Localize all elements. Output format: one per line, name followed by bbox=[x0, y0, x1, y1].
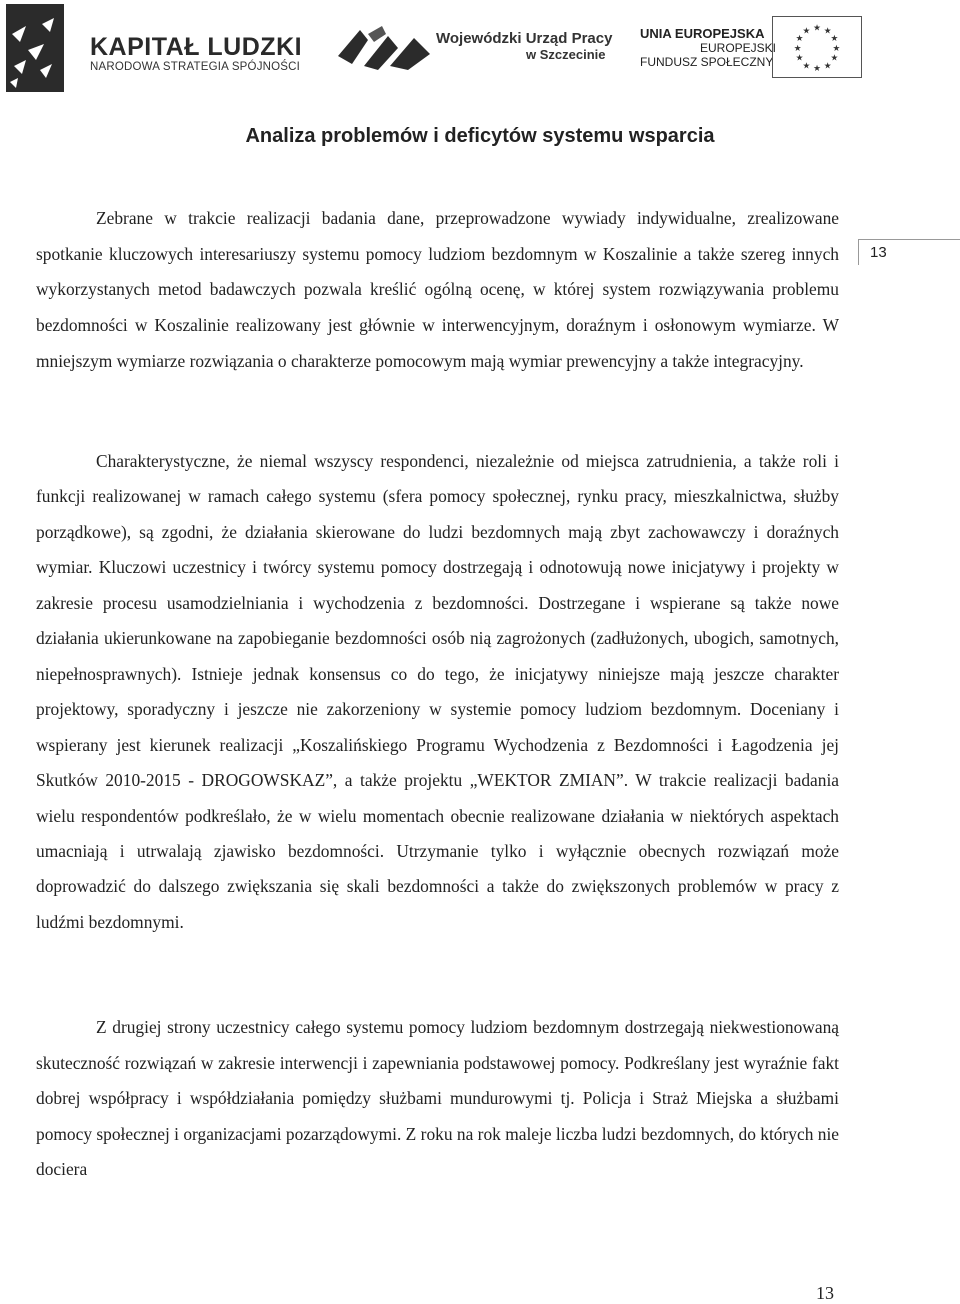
eu-flag-icon bbox=[772, 16, 862, 78]
svg-text:★: ★ bbox=[795, 34, 804, 45]
side-page-number: 13 bbox=[870, 244, 887, 261]
svg-text:★: ★ bbox=[793, 43, 802, 54]
wup-line2: w Szczecinie bbox=[526, 47, 606, 62]
paragraph-2: Charakterystyczne, że niemal wszyscy respondenci, niezależnie od miejsca zatrudnienia, a także roli i funkcji realizowanej w ramach całego systemu (sfera pomocy społecznej, rynku pracy, mieszkalnictwa, służby porządkowe), są zgodni, że działania skierowane do ludzi bezdomnych mają zbyt zachowawczy i doraźnych wymiar. Kluczowi uczestnicy i twórcy systemu pomocy dostrzegają i odnotowują nowe inicjatywy i projekty w zakresie procesu usamodzielniania i wychodzenia z bezdomności. Dostrzegane i wspierane są także nowe działania ukierunkowane na zapobieganie bezdomności osób nią zagrożonych (zadłużonych, ubogich, samotnych, niepełnosprawnych). Istnieje jednak konsensus co do tego, że inicjatywy niniejsze mają jeszcze charakter projektowy, sporadyczny i jeszcze nie zakorzeniony w systemie pomocy ludziom bezdomnym. Doceniany i wspierany jest kierunek realizacji „Koszalińskiego Programu Wychodzenia z Bezdomności i Łagodzenia jej Skutków 2010-2015 - DROGOWSKAZ”, a także projektu „WEKTOR ZMIAN”. W trakcie realizacji badania wielu respondentów podkreślało, że w wielu momentach obecnie realizowane działania w niektórych aspektach umacniają i utrwalają zjawisko bezdomności. Utrzymanie tylko i wyłącznie obecnych rozwiązań może doprowadzić do dalszego zwiększania się skali bezdomności a także do zwiększonych problemów w pracy z ludźmi bezdomnymi. bbox=[36, 451, 839, 932]
side-bar bbox=[858, 239, 859, 265]
side-divider bbox=[858, 239, 960, 240]
wup-logo bbox=[338, 26, 430, 70]
ue-text bbox=[640, 26, 776, 69]
svg-text:★: ★ bbox=[813, 23, 821, 34]
svg-text:★: ★ bbox=[795, 53, 804, 64]
footer-page-number: 13 bbox=[816, 1283, 834, 1303]
svg-text:★: ★ bbox=[830, 34, 839, 45]
kapital-ludzki-text bbox=[90, 34, 302, 73]
kl-title: KAPITAŁ LUDZKI bbox=[90, 33, 303, 61]
svg-text:★: ★ bbox=[830, 53, 839, 64]
svg-text:★: ★ bbox=[832, 43, 841, 54]
document-title: Analiza problemów i deficytów systemu wsparcia bbox=[245, 125, 715, 147]
paragraph-3: Z drugiej strony uczestnicy całego systemu pomocy ludziom bezdomnym dostrzegają niekwestionowaną skuteczność rozwiązań w zakresie interwencji i zapewniania podstawowej pomocy. Podkreślany jest wyraźnie fakt dobrej współpracy i współdziałania pomiędzy służbami mundurowymi tj. Policja i Straż Miejska a służbami pomocy społecznej i organizacjami pozarządowymi. Z roku na rok maleje liczba ludzi bezdomnych, do których nie dociera bbox=[36, 1017, 839, 1179]
ue-line1: UNIA EUROPEJSKA bbox=[640, 26, 765, 41]
svg-text:★: ★ bbox=[823, 61, 832, 72]
kapital-ludzki-logo bbox=[6, 4, 64, 92]
svg-text:★: ★ bbox=[823, 26, 832, 37]
kl-subtitle: NARODOWA STRATEGIA SPÓJNOŚCI bbox=[90, 61, 301, 73]
page-header bbox=[0, 0, 960, 100]
ue-line3: FUNDUSZ SPOŁECZNY bbox=[640, 55, 774, 69]
wup-line1: Wojewódzki Urząd Pracy bbox=[436, 30, 613, 47]
svg-text:★: ★ bbox=[813, 64, 821, 75]
wup-text bbox=[436, 30, 612, 62]
svg-text:★: ★ bbox=[802, 26, 811, 37]
paragraph-1: Zebrane w trakcie realizacji badania dane, przeprowadzone wywiady indywidualne, zrealizowane spotkanie kluczowych interesariuszy systemu pomocy ludziom bezdomnym w Koszalinie a także szereg innych wykorzystanych metod badawczych pozwala kreślić ogólną ocenę, w której system rozwiązywania problemu bezdomności w Koszalinie realizowany jest głównie w interwencyjnym, doraźnym i osłonowym wymiarze. W mniejszym wymiarze rozwiązania o charakterze pomocowym mają wymiar prewencyjny a także integracyjny. bbox=[36, 208, 839, 371]
ue-line2: EUROPEJSKI bbox=[700, 41, 777, 55]
svg-text:★: ★ bbox=[802, 61, 811, 72]
